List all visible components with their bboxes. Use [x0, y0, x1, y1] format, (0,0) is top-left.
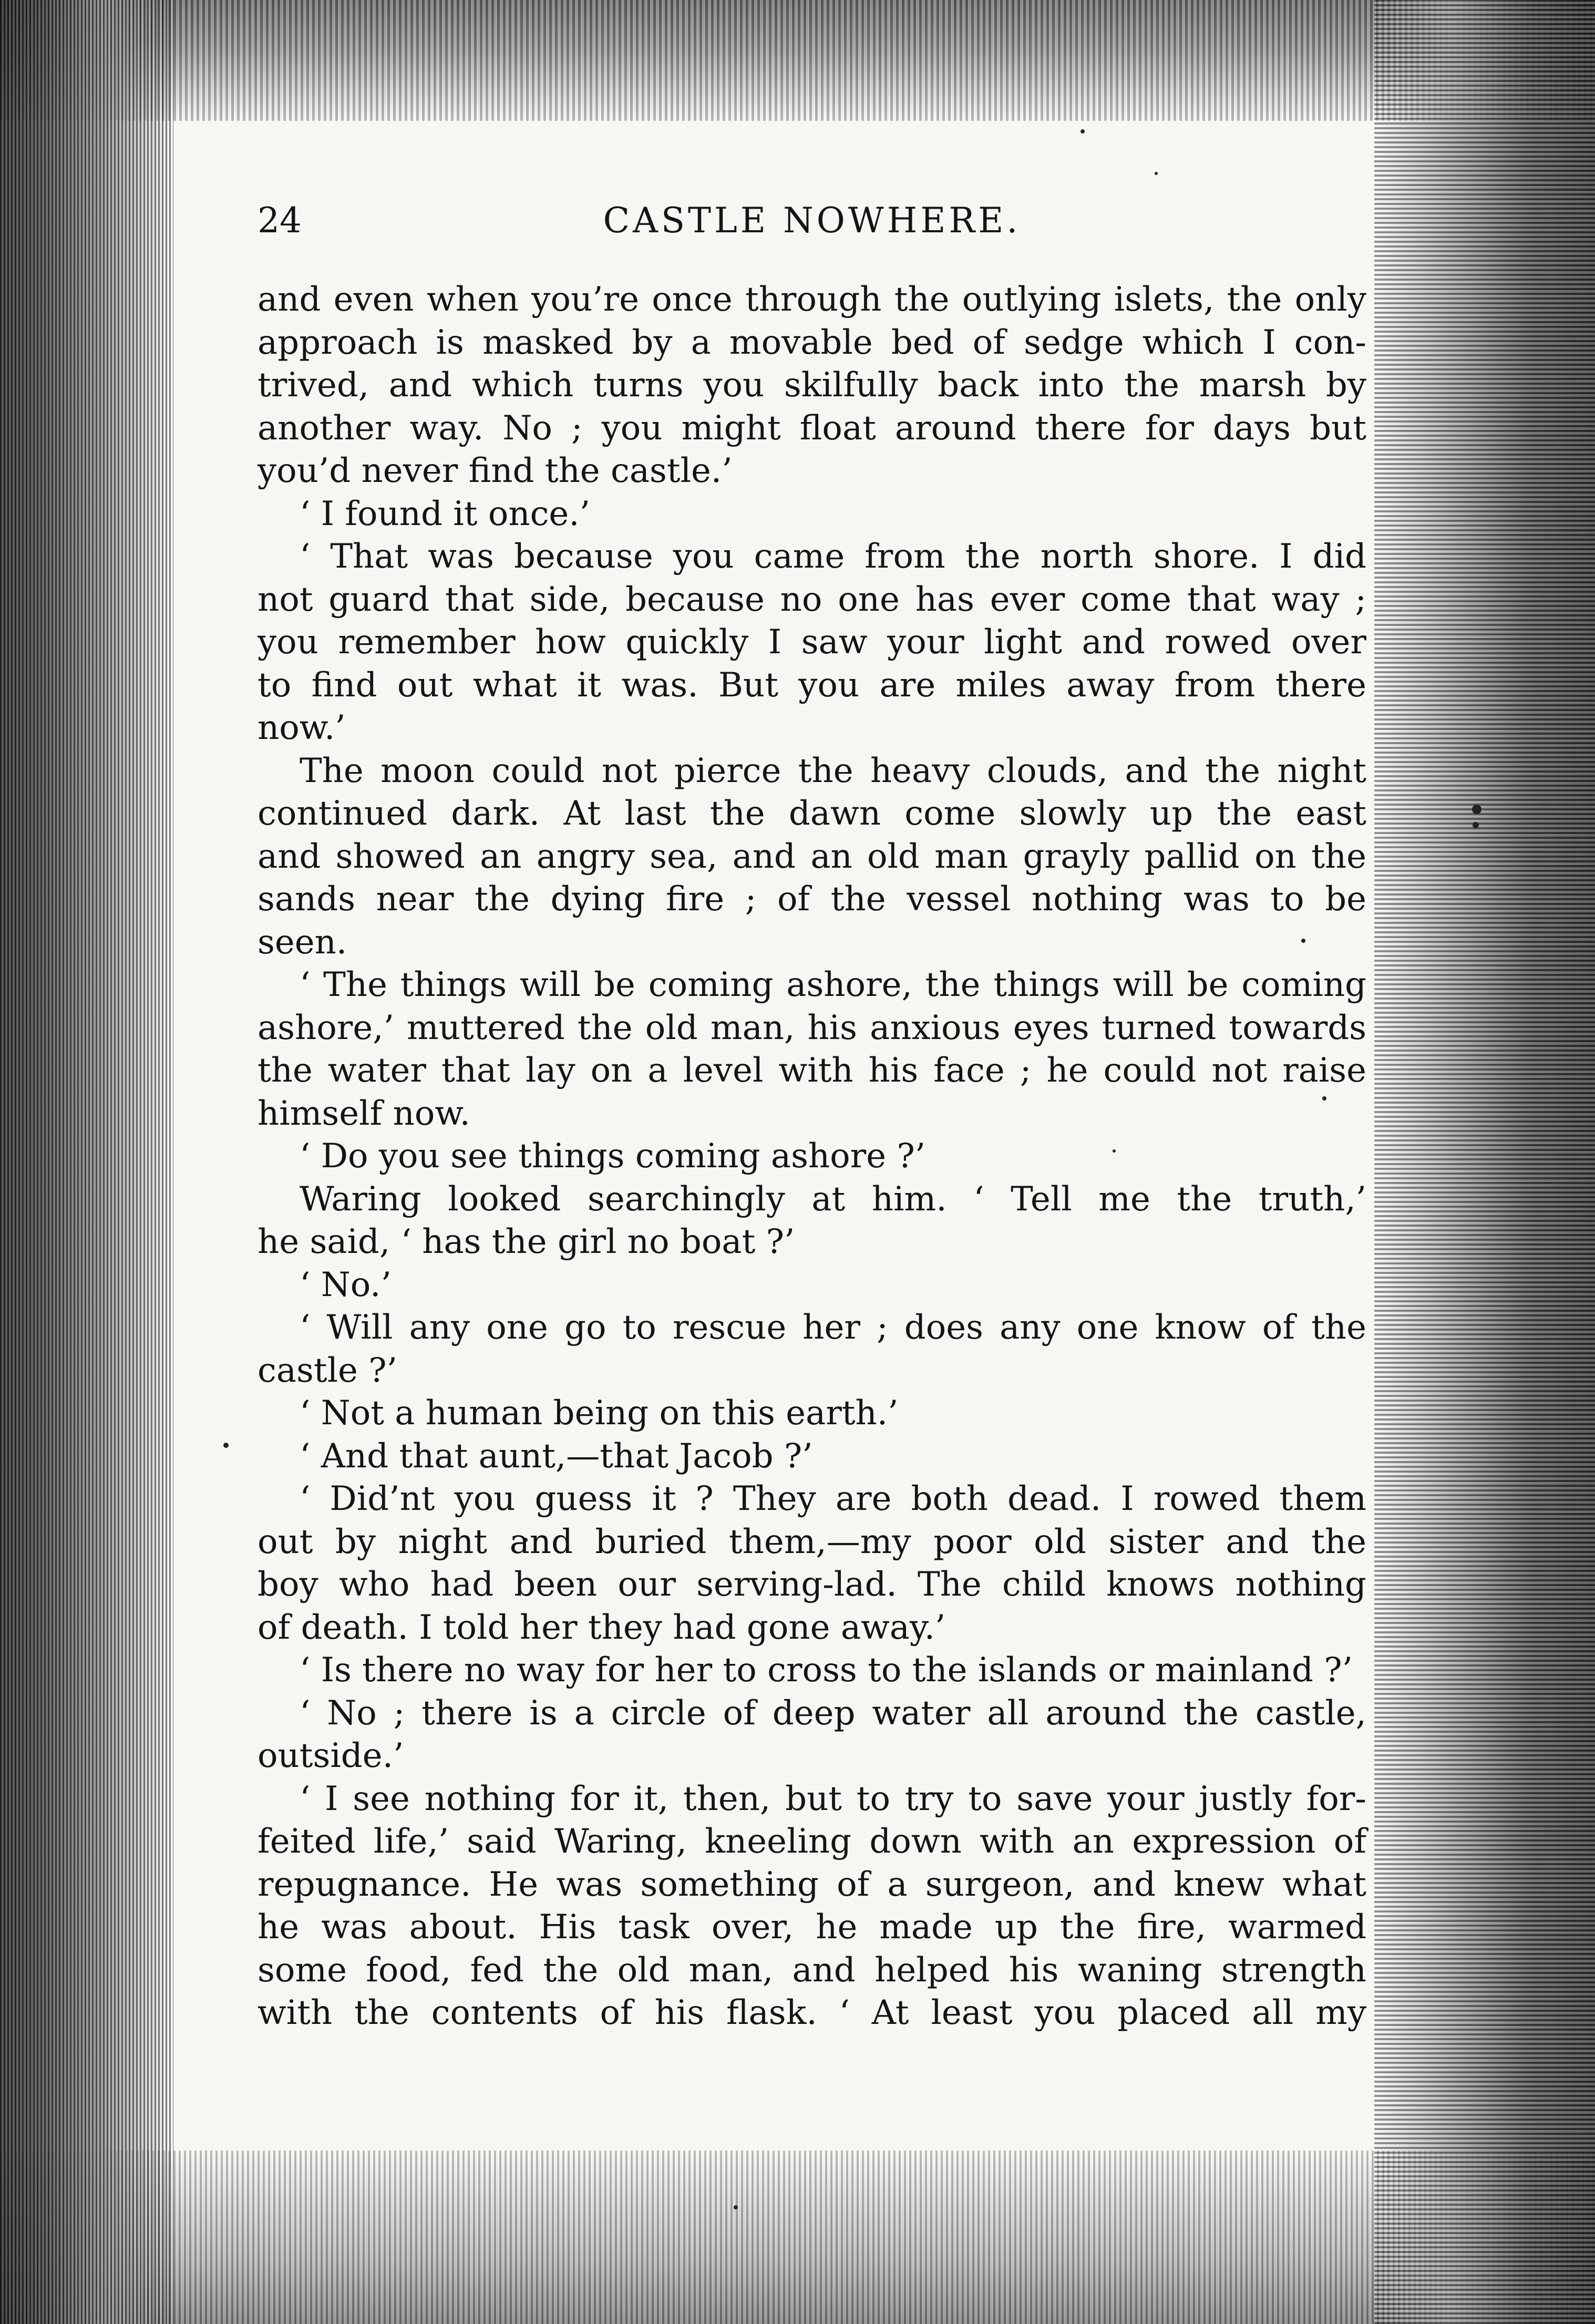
text-line: and even when you’re once through the outlying islets, the only — [258, 280, 1366, 319]
text-line: and showed an angry sea, and an old man grayly pallid on the — [258, 837, 1366, 876]
text-line: trived, and which turns you skilfully back into the marsh by — [258, 366, 1366, 405]
text-line: himself now. — [258, 1094, 470, 1133]
text-line: another way. No ; you might float around there for days but — [258, 408, 1366, 448]
text-line: Waring looked searchingly at him. ‘ Tell me the truth,’ — [300, 1179, 1366, 1219]
text-line: of death. I told her they had gone away.’ — [258, 1608, 946, 1647]
text-line: with the contents of his flask. ‘ At least you placed all my — [258, 1993, 1366, 2032]
text-line: to find out what it was. But you are miles away from there — [258, 665, 1366, 705]
text-line: ‘ Did’nt you guess it ? They are both dead. I rowed them — [300, 1479, 1366, 1518]
text-line: ashore,’ muttered the old man, his anxious eyes turned towards — [258, 1008, 1366, 1047]
text-line: you’d never find the castle.’ — [258, 451, 733, 490]
text-line: approach is masked by a movable bed of sedge which I con- — [258, 323, 1366, 362]
text-line: the water that lay on a level with his face ; he could not raise — [258, 1051, 1366, 1090]
text-line: ‘ Not a human being on this earth.’ — [300, 1394, 899, 1433]
text-line: ‘ Will any one go to rescue her ; does any one know of the — [300, 1308, 1366, 1347]
page-header — [258, 192, 1366, 250]
text-line: he said, ‘ has the girl no boat ?’ — [258, 1222, 795, 1261]
body-text — [258, 279, 1366, 2035]
text-line: ‘ No.’ — [300, 1265, 392, 1304]
text-line: some food, fed the old man, and helped his waning strength — [258, 1950, 1366, 1990]
text-line: feited life,’ said Waring, kneeling down with an expression of — [258, 1822, 1366, 1861]
text-line: outside.’ — [258, 1736, 404, 1775]
text-line: now.’ — [258, 708, 346, 747]
text-line: ‘ I see nothing for it, then, but to try to save your justly for- — [300, 1779, 1366, 1818]
running-head: CASTLE NOWHERE. — [603, 200, 1021, 241]
text-line: ‘ That was because you came from the north shore. I did — [300, 537, 1366, 576]
text-line: you remember how quickly I saw your light and rowed over — [258, 623, 1366, 662]
text-line: repugnance. He was something of a surgeon, and knew what — [258, 1865, 1366, 1904]
text-line: he was about. His task over, he made up the fire, warmed — [258, 1908, 1366, 1947]
text-line: ‘ The things will be coming ashore, the things will be coming — [300, 965, 1366, 1004]
text-line: seen. — [258, 922, 347, 962]
text-line: ‘ Is there no way for her to cross to the islands or mainland ?’ — [300, 1651, 1353, 1690]
text-line: sands near the dying fire ; of the vessel nothing was to be — [258, 880, 1366, 919]
text-line: not guard that side, because no one has ever come that way ; — [258, 580, 1366, 619]
text-line: ‘ No ; there is a circle of deep water all around the castle, — [300, 1693, 1366, 1733]
text-line: continued dark. At last the dawn come slowly up the east — [258, 794, 1366, 833]
text-line: castle ?’ — [258, 1351, 397, 1390]
text-line: ‘ I found it once.’ — [300, 494, 590, 533]
text-line: The moon could not pierce the heavy clouds, and the night — [300, 751, 1366, 790]
page-number: 24 — [258, 200, 302, 241]
text-line: ‘ Do you see things coming ashore ?’ — [300, 1137, 926, 1176]
text-line: ‘ And that aunt,—that Jacob ?’ — [300, 1436, 813, 1476]
text-line: boy who had been our serving-lad. The child knows nothing — [258, 1565, 1366, 1604]
text-line: out by night and buried them,—my poor old sister and the — [258, 1522, 1366, 1561]
